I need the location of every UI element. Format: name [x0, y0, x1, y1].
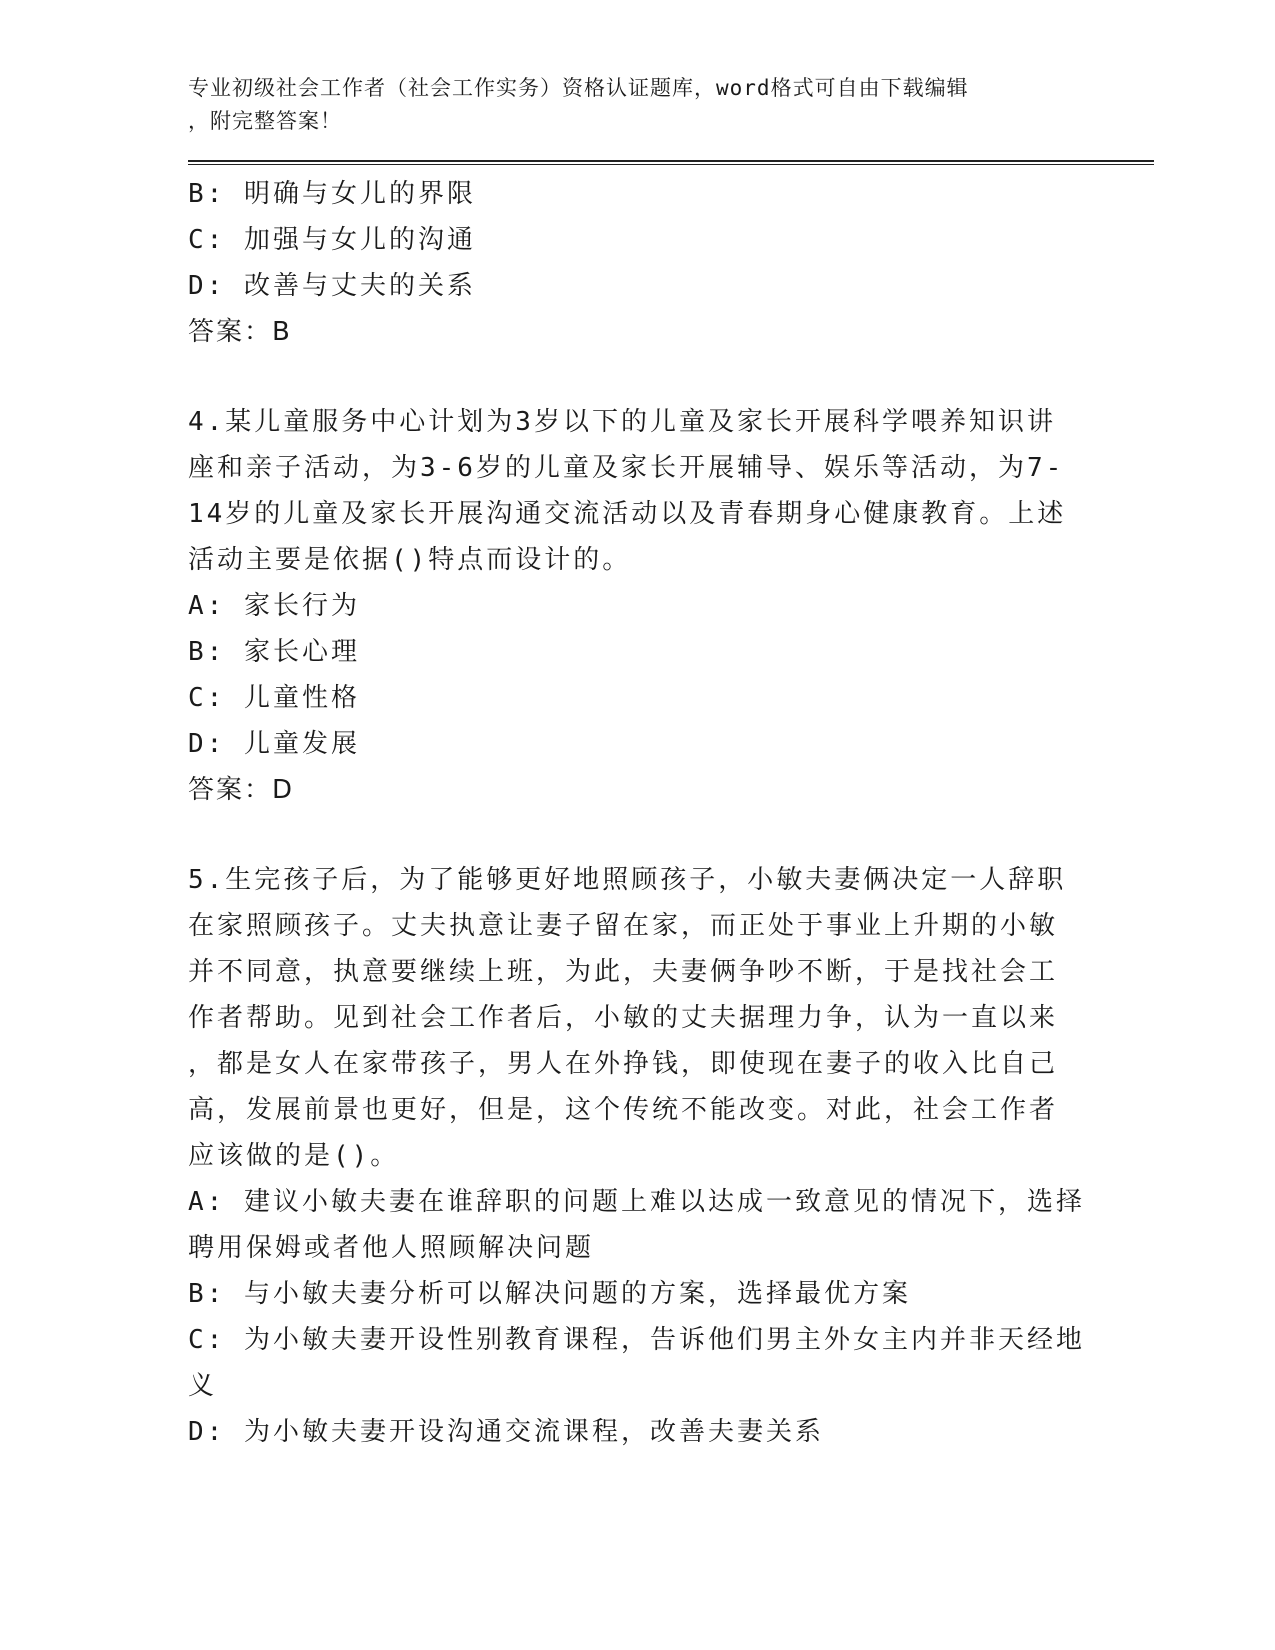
- q5-stem-line-2: 在家照顾孩子。丈夫执意让妻子留在家，而正处于事业上升期的小敏: [188, 911, 1059, 941]
- q3-option-c: C: 加强与女儿的沟通: [188, 225, 476, 255]
- q5-option-c-line-1: C: 为小敏夫妻开设性别教育课程，告诉他们男主外女主内并非天经地: [188, 1325, 1085, 1355]
- q5-stem-line-5: ，都是女人在家带孩子，男人在外挣钱，即使现在妻子的收入比自己: [188, 1049, 1059, 1079]
- q3-option-d: D: 改善与丈夫的关系: [188, 271, 476, 301]
- q5-option-d: D: 为小敏夫妻开设沟通交流课程，改善夫妻关系: [188, 1417, 824, 1447]
- q4-stem-line-4: 活动主要是依据()特点而设计的。: [188, 545, 632, 575]
- document-page: [188, 72, 1108, 1455]
- q3-option-b: B: 明确与女儿的界限: [188, 179, 476, 209]
- q4-stem-line-2: 座和亲子活动，为3-6岁的儿童及家长开展辅导、娱乐等活动，为7-: [188, 453, 1065, 483]
- question-5: [188, 857, 1108, 1455]
- q4-option-b: B: 家长心理: [188, 637, 360, 667]
- q3-answer: 答案：B: [188, 317, 292, 347]
- question-3-tail: [188, 171, 1108, 355]
- q5-stem-line-6: 高，发展前景也更好，但是，这个传统不能改变。对此，社会工作者: [188, 1095, 1059, 1125]
- q4-option-a: A: 家长行为: [188, 591, 360, 621]
- q4-stem-line-1: 4.某儿童服务中心计划为3岁以下的儿童及家长开展科学喂养知识讲: [188, 407, 1056, 437]
- header-line-2: ，附完整答案！: [188, 109, 342, 133]
- header-divider: [188, 160, 1154, 165]
- header-line-1: 专业初级社会工作者（社会工作实务）资格认证题库，word格式可自由下载编辑: [188, 76, 969, 100]
- q4-stem-line-3: 14岁的儿童及家长开展沟通交流活动以及青春期身心健康教育。上述: [188, 499, 1067, 529]
- q5-option-a-line-2: 聘用保姆或者他人照顾解决问题: [188, 1233, 595, 1263]
- question-4: [188, 399, 1108, 813]
- q5-option-b: B: 与小敏夫妻分析可以解决问题的方案，选择最优方案: [188, 1279, 911, 1309]
- q5-stem-line-7: 应该做的是()。: [188, 1141, 400, 1171]
- q5-stem-line-4: 作者帮助。见到社会工作者后，小敏的丈夫据理力争，认为一直以来: [188, 1003, 1059, 1033]
- q5-stem-line-1: 5.生完孩子后，为了能够更好地照顾孩子，小敏夫妻俩决定一人辞职: [188, 865, 1067, 895]
- q5-option-c-line-2: 义: [188, 1371, 218, 1401]
- q4-answer: 答案：D: [188, 775, 295, 805]
- q5-stem-line-3: 并不同意，执意要继续上班，为此，夫妻俩争吵不断，于是找社会工: [188, 957, 1059, 987]
- q5-option-a-line-1: A: 建议小敏夫妻在谁辞职的问题上难以达成一致意见的情况下，选择: [188, 1187, 1085, 1217]
- document-header: [188, 72, 1068, 138]
- q4-option-c: C: 儿童性格: [188, 683, 360, 713]
- q4-option-d: D: 儿童发展: [188, 729, 360, 759]
